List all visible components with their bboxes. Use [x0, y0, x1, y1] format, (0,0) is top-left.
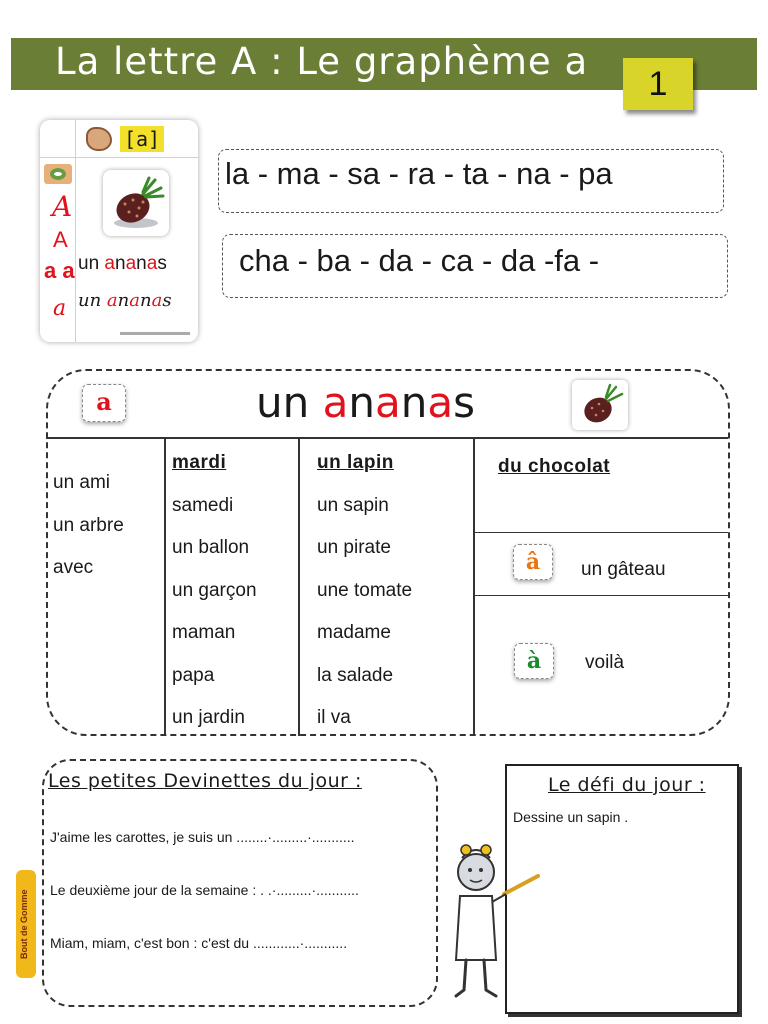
letter-script: A	[52, 190, 73, 223]
riddle-item: J'aime les carottes, je suis un ........·.........·...........	[50, 829, 355, 845]
list-item: samedi	[172, 494, 234, 516]
riddle-item: Miam, miam, c'est bon : c'est du ............·...........	[50, 935, 348, 951]
list-item: une tomate	[317, 579, 413, 601]
column-heading: mardi	[172, 452, 227, 473]
list-item: un pirate	[317, 537, 391, 558]
word-part-highlight: a	[427, 378, 454, 427]
list-item: un sapin	[317, 494, 389, 516]
letter-cursive: a	[53, 296, 67, 321]
ear-icon	[86, 127, 112, 151]
pineapple-icon	[103, 170, 169, 236]
teacher-illustration-icon	[452, 840, 542, 1005]
letter-lower-a-bold: a	[62, 258, 75, 283]
pineapple-image-frame	[103, 170, 169, 236]
pineapple-image-frame-small	[572, 380, 628, 430]
word-part-highlight: a	[129, 290, 140, 311]
letter-lower-a: a	[44, 258, 57, 283]
list-item: avec	[53, 557, 94, 578]
table-header-rule	[46, 437, 728, 439]
card-divider-vertical	[75, 120, 76, 342]
word-column-2	[172, 442, 257, 740]
word-part: s	[453, 378, 475, 427]
reference-card	[40, 120, 198, 342]
syllables-line-1: la - ma - sa - ra - ta - na - pa	[218, 149, 724, 213]
challenge-text: Dessine un sapin .	[513, 809, 629, 825]
syllables-line-2: cha - ba - da - ca - da -fa -	[222, 234, 728, 298]
row-divider	[473, 532, 728, 533]
word-part-highlight: a	[146, 253, 158, 274]
row-divider	[473, 595, 728, 596]
word-part-highlight: a	[374, 378, 401, 427]
word-part-highlight: a	[322, 378, 349, 427]
column-heading: un lapin	[317, 452, 394, 473]
column-divider	[164, 437, 166, 736]
example-word-print	[78, 253, 167, 275]
sound-badge: [a]	[120, 126, 164, 152]
word-part: s	[157, 253, 167, 274]
list-item: un ballon	[172, 537, 250, 558]
example-word-cursive	[78, 290, 172, 311]
brand-logo-text: Bout de Gomme	[19, 889, 29, 959]
pineapple-icon	[572, 380, 628, 430]
list-item: maman	[172, 622, 236, 643]
card-footer-line	[120, 332, 190, 335]
word-column-3	[317, 442, 412, 740]
column-divider	[298, 437, 300, 736]
letter-lowercase-pair	[44, 258, 75, 284]
card-divider-horizontal	[40, 157, 198, 158]
word-part: un	[256, 378, 323, 427]
word-part: n	[348, 378, 375, 427]
word-column-1	[53, 462, 124, 590]
list-item: un ami	[53, 472, 111, 493]
word-part: n	[139, 290, 152, 311]
key-letter-badge: a	[82, 384, 126, 422]
list-item: un garçon	[172, 579, 257, 601]
column-divider	[473, 437, 475, 736]
word-part: n	[115, 253, 126, 274]
word-part: n	[400, 378, 428, 427]
list-item: il va	[317, 707, 351, 728]
accent-circumflex-badge: â	[513, 544, 553, 580]
eye-icon	[44, 164, 72, 184]
accent-circumflex-word: un gâteau	[581, 559, 666, 580]
riddles-title: Les petites Devinettes du jour :	[48, 770, 362, 792]
word-part-highlight: a	[125, 253, 137, 274]
word-part: s	[162, 290, 172, 311]
list-item: un arbre	[53, 514, 124, 536]
page-title: La lettre A : Le graphème a	[55, 40, 589, 83]
word-part: un	[78, 253, 105, 274]
word-part: n	[136, 253, 147, 274]
list-item: la salade	[317, 664, 394, 686]
word-part-highlight: a	[106, 290, 118, 311]
letter-capital: A	[53, 227, 68, 252]
word-part: un	[78, 290, 107, 311]
headword	[256, 378, 475, 427]
list-item: papa	[172, 664, 215, 686]
word-part: n	[117, 290, 130, 311]
accent-grave-word: voilà	[585, 652, 625, 673]
list-item: madame	[317, 622, 391, 643]
list-item: un jardin	[172, 707, 245, 728]
column-heading-chocolat: du chocolat	[498, 456, 611, 477]
word-part-highlight: a	[104, 253, 115, 274]
word-part-highlight: a	[151, 290, 163, 311]
riddle-item: Le deuxième jour de la semaine : . .·.........·...........	[50, 882, 359, 898]
accent-grave-badge: à	[514, 643, 554, 679]
page-number-badge: 1	[623, 58, 693, 110]
challenge-title: Le défi du jour :	[548, 774, 706, 796]
